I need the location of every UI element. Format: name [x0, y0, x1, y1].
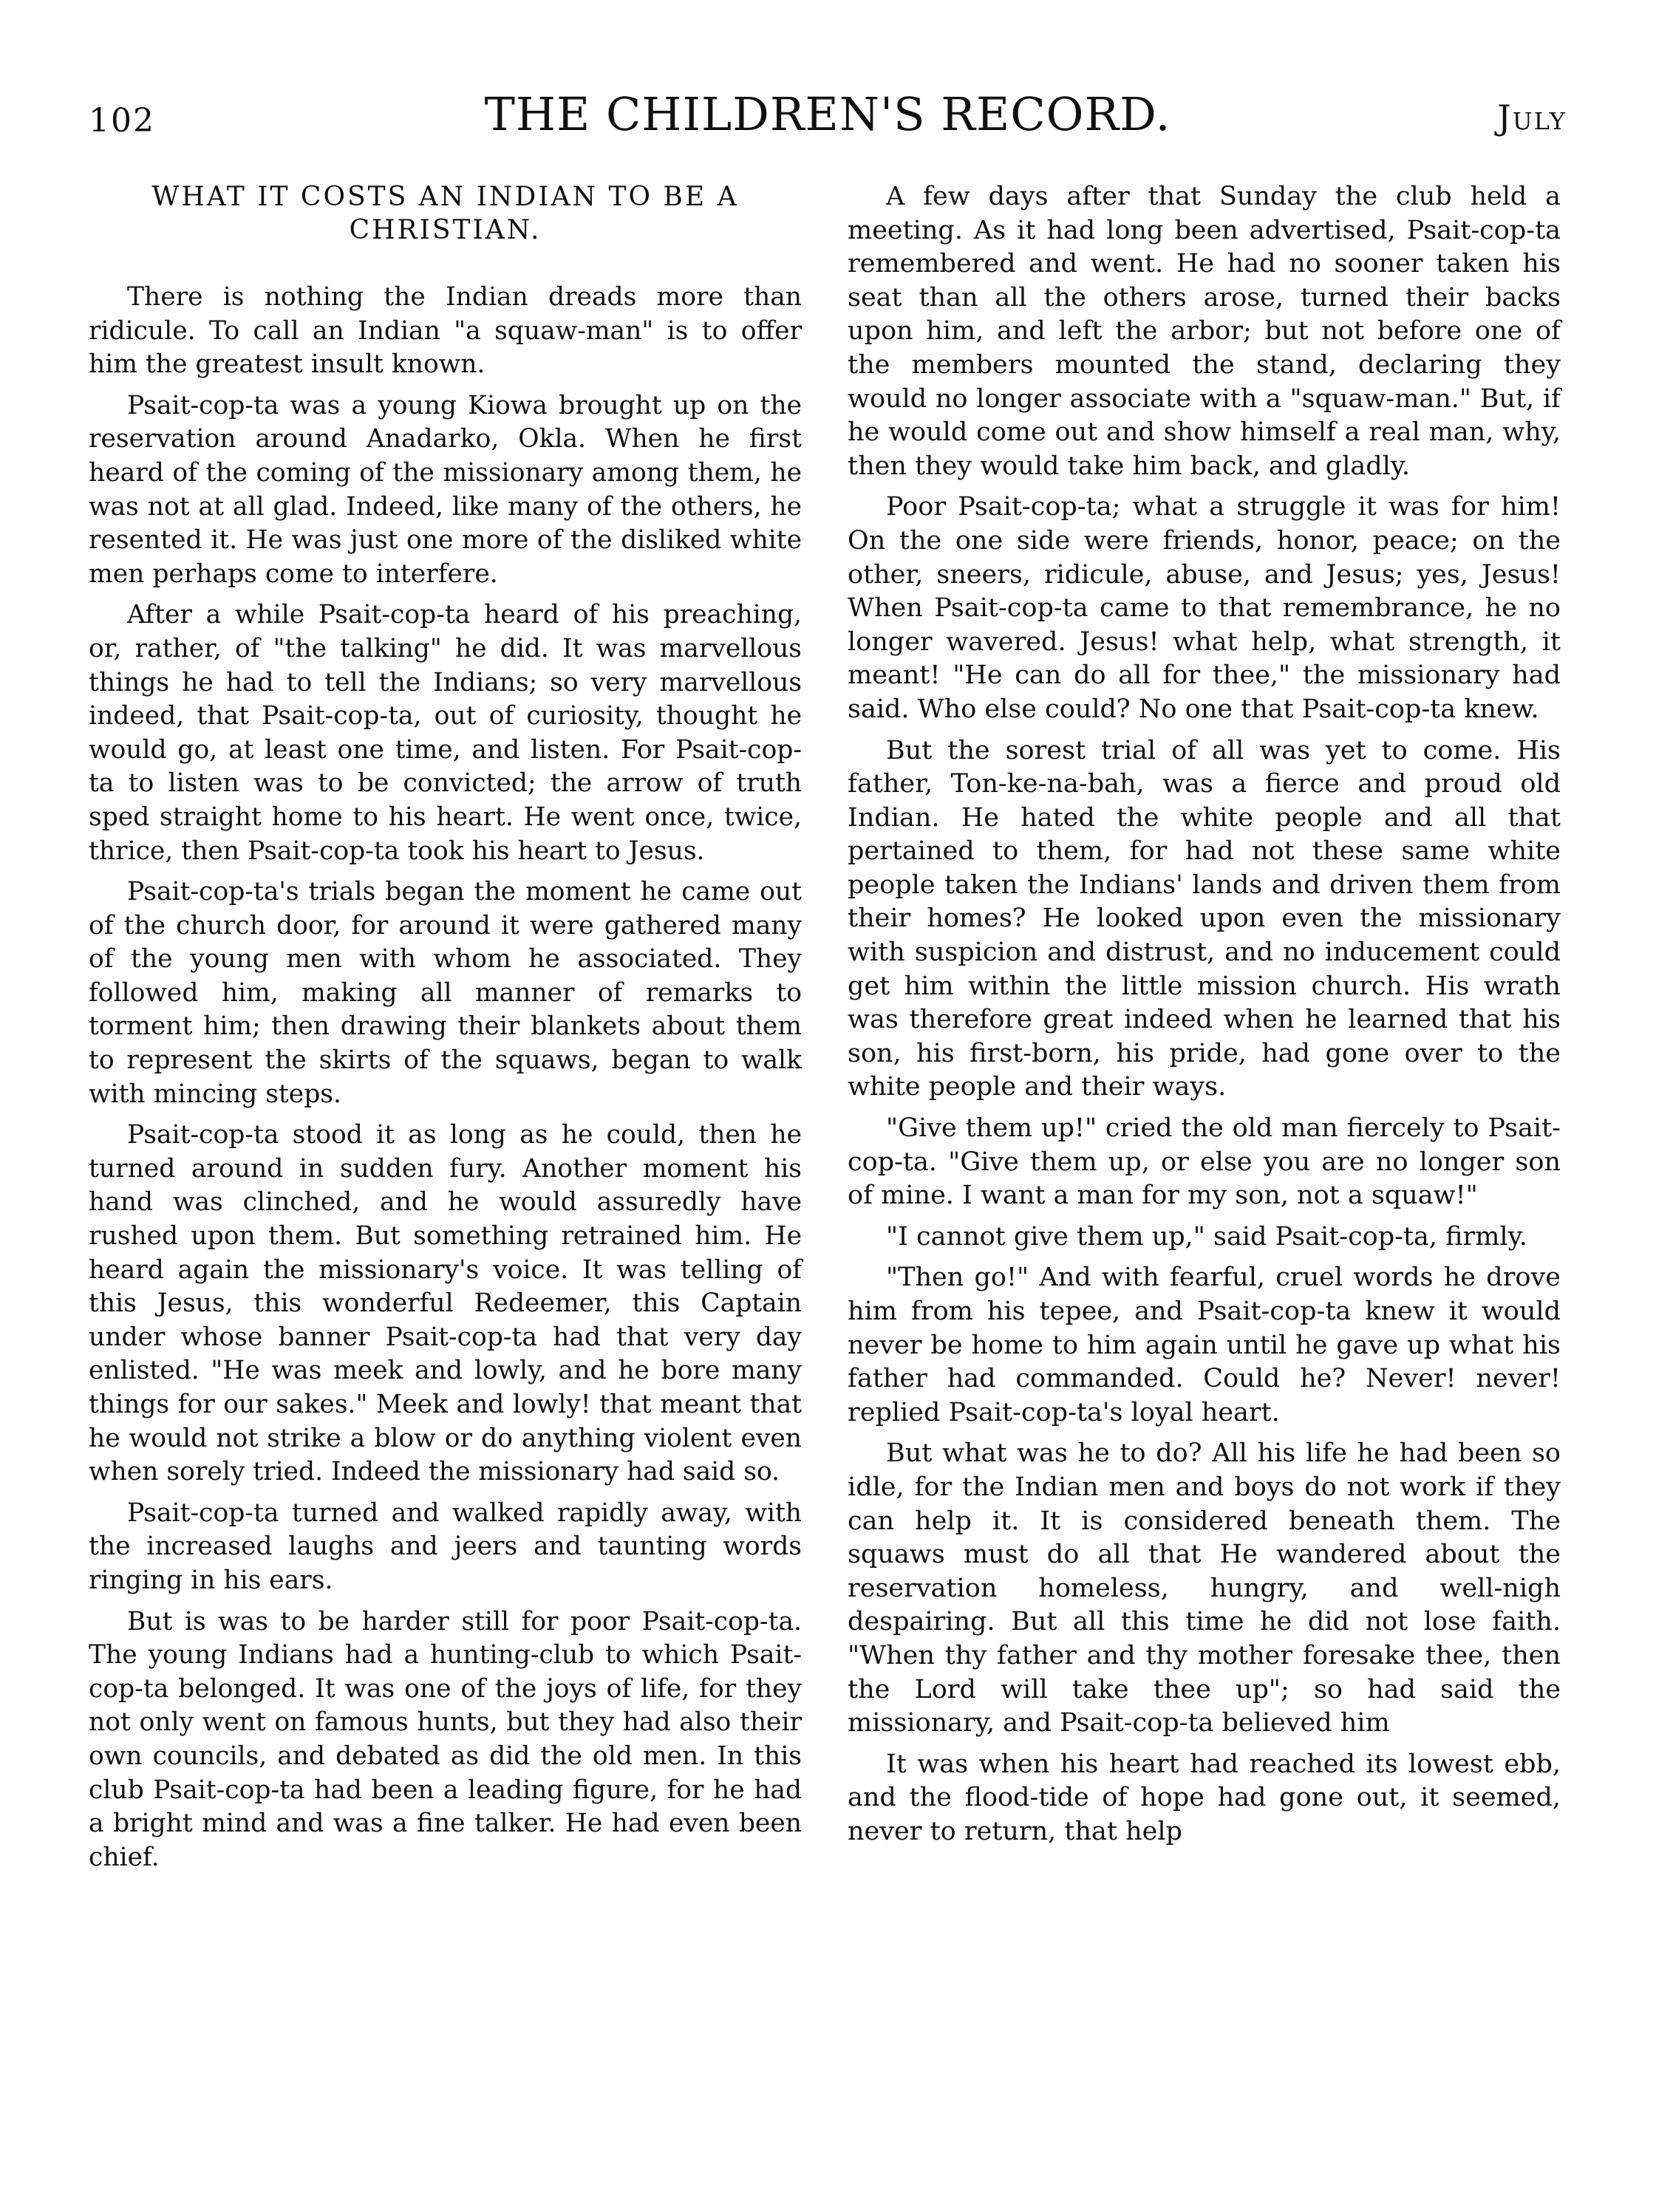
paragraph: After a while Psait-cop-ta heard of his preaching, or, rather, of "the talking" he did. It was marvellous things he had to tell the Indians; so very marvellous indeed, that Psait-cop-ta, out of curiosity, thought he would go, at least one time, and listen. For Psait-cop-ta to listen was to be convicted; the arrow of truth sped straight home to his heart. He went once, twice, thrice, then Psait-cop-ta took his heart to Jesus. [89, 600, 802, 866]
paragraph: "Then go!" And with fearful, cruel words he drove him from his tepee, and Psait-cop-ta knew it would never be home to him again until he gave up what his father had commanded. Could he? Never! never! replied Psait-cop-ta's loyal heart. [848, 1263, 1561, 1427]
left-column [89, 180, 802, 1882]
paragraph: Psait-cop-ta stood it as long as he could, then he turned around in sudden fury. Another moment his hand was clinched, and he would assuredly have rushed upon them. But something retrained him. He heard again the missionary's voice. It was telling of this Jesus, this wonderful Redeemer, this Captain under whose banner Psait-cop-ta had that very day enlisted. "He was meek and lowly, and he bore many things for our sakes." Meek and lowly! that meant that he would not strike a blow or do anything violent even when sorely tried. Indeed the missionary had said so. [89, 1120, 802, 1487]
paragraph: There is nothing the Indian dreads more than ridicule. To call an Indian "a squaw-man" is to offer him the greatest insult known. [89, 282, 802, 380]
magazine-title: THE CHILDREN'S RECORD. [484, 87, 1171, 141]
paragraph: But is was to be harder still for poor Psait-cop-ta. The young Indians had a hunting-club to which Psait-cop-ta belonged. It was one of the joys of life, for they not only went on famous hunts, but they had also their own councils, and debated as did the old men. In this club Psait-cop-ta had been a leading figure, for he had a bright mind and was a fine talker. He had even been chief. [89, 1606, 802, 1872]
paragraph: "I cannot give them up," said Psait-cop-ta, firmly. [886, 1221, 1527, 1252]
page-number: 102 [89, 102, 155, 140]
article-title: WHAT IT COSTS AN INDIAN TO BE A CHRISTIAN. [151, 182, 739, 245]
paragraph: Poor Psait-cop-ta; what a struggle it was for him! On the one side were friends, honor, peace; on the other, sneers, ridicule, abuse, and Jesus; yes, Jesus! When Psait-cop-ta came to that remembrance, he no longer wavered. Jesus! what help, what strength, it meant! "He can do all for thee," the missionary had said. Who else could? No one that Psait-cop-ta knew. [848, 492, 1561, 724]
paragraph: But what was he to do? All his life he had been so idle, for the Indian men and boys do not work if they can help it. It is considered beneath them. The squaws must do all that He wandered about the reservation homeless, hungry, and well-nigh despairing. But all this time he did not lose faith. "When thy father and thy mother foresake thee, then the Lord will take thee up"; so had said the missionary, and Psait-cop-ta believed him [848, 1438, 1561, 1738]
paragraph: It was when his heart had reached its lowest ebb, and the flood-tide of hope had gone out, it seemed, never to return, that help [848, 1749, 1561, 1846]
paragraph: Psait-cop-ta turned and walked rapidly away, with the increased laughs and jeers and taunting words ringing in his ears. [89, 1498, 802, 1595]
paragraph: A few days after that Sunday the club held a meeting. As it had long been advertised, Psait-cop-ta remembered and went. He had no sooner taken his seat than all the others arose, turned their backs upon him, and left the arbor; but not before one of the members mounted the stand, declaring they would no longer associate with a "squaw-man." But, if he would come out and show himself a real man, why, then they would take him back, and gladly. [848, 182, 1561, 481]
paragraph: "Give them up!" cried the old man fiercely to Psait-cop-ta. "Give them up, or else you are no longer son of mine. I want a man for my son, not a squaw!" [848, 1113, 1561, 1211]
page-header [89, 87, 1567, 154]
right-column [848, 180, 1561, 1857]
paragraph: Psait-cop-ta was a young Kiowa brought up on the reservation around Anadarko, Okla. When he first heard of the coming of the missionary among them, he was not at all glad. Indeed, like many of the others, he resented it. He was just one more of the disliked white men perhaps come to interfere. [89, 390, 802, 589]
paragraph: But the sorest trial of all was yet to come. His father, Ton-ke-na-bah, was a fierce and proud old Indian. He hated the white people and all that pertained to them, for had not these same white people taken the Indians' lands and driven them from their homes? He looked upon even the missionary with suspicion and distrust, and no inducement could get him within the little mission church. His wrath was therefore great indeed when he learned that his son, his first-born, his pride, had gone over to the white people and their ways. [848, 735, 1561, 1102]
paragraph: Psait-cop-ta's trials began the moment he came out of the church door, for around it were gathered many of the young men with whom he associated. They followed him, making all manner of remarks to torment him; then drawing their blankets about them to represent the skirts of the squaws, began to walk with mincing steps. [89, 877, 802, 1109]
issue-month: July [1497, 98, 1567, 137]
